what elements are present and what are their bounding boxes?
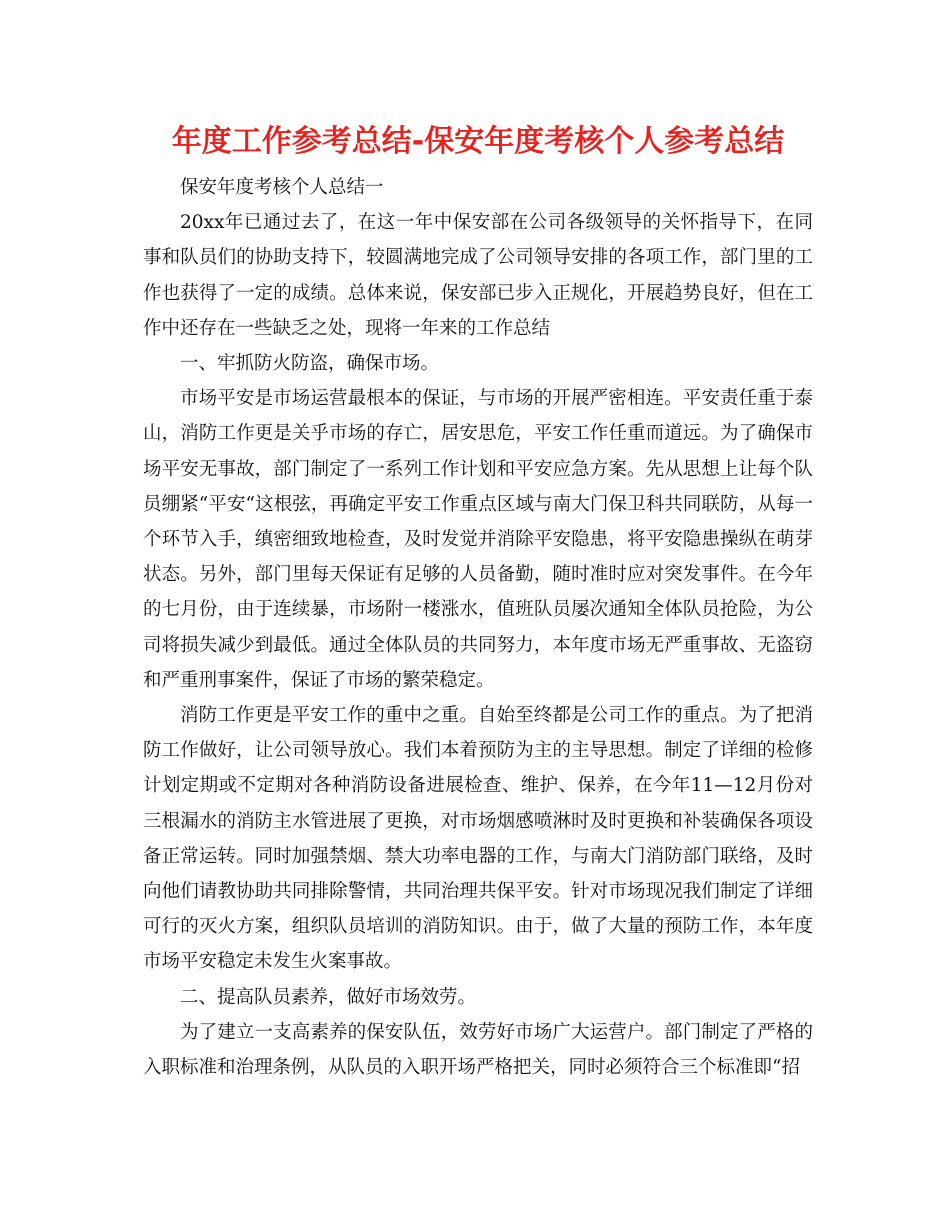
body-paragraph: 为了建立一支高素养的保安队伍，效劳好市场广大运营户。部门制定了严格的入职标准和治理条例，从队员的入职开场严格把关，同时必须符合三个标准即“招 — [143, 1021, 813, 1079]
section-heading: 一、牢抓防火防盗，确保市场。 — [180, 353, 440, 375]
body-paragraph: 20xx年已通过去了，在这一年中保安部在公司各级领导的关怀指导下，在同事和队员们的协助支持下，较圆满地完成了公司领导安排的各项工作，部门里的工作也获得了一定的成绩。总体来说，保安部已步入正规化，开展趋势良好，但在工作中还存在一些缺乏之处，现将一年来的工作总结 — [143, 212, 813, 339]
section-heading: 二、提高队员素养，做好市场效劳。 — [180, 986, 477, 1008]
body-paragraph: 消防工作更是平安工作的重中之重。自始至终都是公司工作的重点。为了把消防工作做好，让公司领导放心。我们本着预防为主的主导思想。制定了详细的检修计划定期或不定期对各种消防设备进展检查、维护、保养，在今年11—12月份对三根漏水的消防主水管进展了更换，对市场烟感喷淋时及时更换和补装确保各项设备正常运转。同时加强禁烟、禁大功率电器的工作，与南大门消防部门联络，及时向他们请教协助共同排除警情，共同治理共保平安。针对市场现况我们制定了详细可行的灭火方案，组织队员培训的消防知识。由于，做了大量的预防工作，本年度市场平安稳定未发生火案事故。 — [143, 705, 813, 973]
document-title: 年度工作参考总结-保安年度考核个人参考总结 — [171, 124, 785, 159]
document-page — [143, 118, 813, 1085]
subtitle-paragraph: 保安年度考核个人总结一 — [180, 177, 384, 198]
body-paragraph: 市场平安是市场运营最根本的保证，与市场的开展严密相连。平安责任重于泰山，消防工作更是关乎市场的存亡，居安思危，平安工作任重而道远。为了确保市场平安无事故，部门制定了一系列工作计划和平安应急方案。先从思想上让每个队员绷紧“平安“这根弦，再确定平安工作重点区域与南大门保卫科共同联防，从每一个环节入手，缜密细致地检查，及时发觉并消除平安隐患，将平安隐患操纵在萌芽状态。另外，部门里每天保证有足够的人员备勤，随时准时应对突发事件。在今年的七月份，由于连续暴，市场附一楼涨水，值班队员屡次通知全体队员抢险，为公司将损失减少到最低。通过全体队员的共同努力，本年度市场无严重事故、无盗窃和严重刑事案件，保证了市场的繁荣稳定。 — [143, 388, 813, 691]
